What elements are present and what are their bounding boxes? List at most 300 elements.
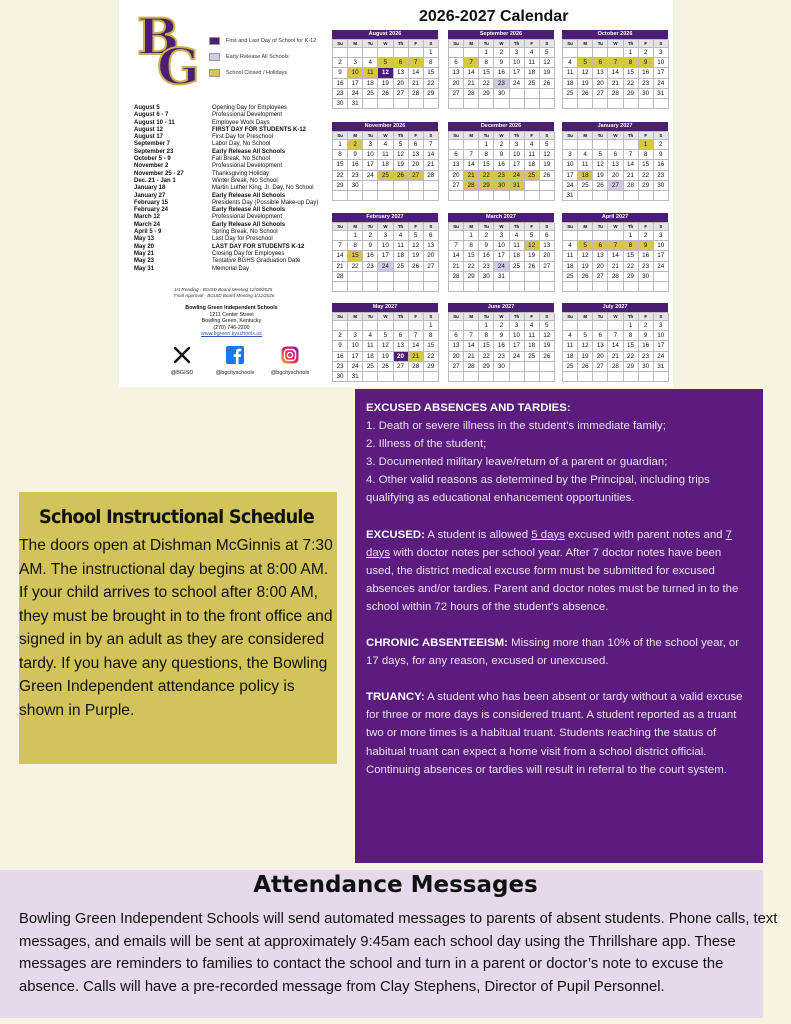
day-cell [525,181,540,191]
day-cell: 30 [479,272,494,282]
event-row [134,156,339,163]
event-date: February 24 [134,207,169,214]
day-cell [363,372,378,382]
day-cell [608,231,623,241]
day-cell: 6 [593,331,608,341]
day-cell [608,372,623,382]
day-cell [378,99,393,109]
day-cell: 17 [348,352,363,362]
event-date: May 13 [134,236,155,243]
day-cell: 15 [624,341,639,351]
social-x[interactable] [159,346,205,376]
day-cell: 2 [479,231,494,241]
weekday-header: Th [510,313,525,321]
day-cell: 25 [578,181,593,191]
day-cell: 31 [654,89,669,99]
day-cell [494,191,509,201]
month-title: January 2027 [562,122,668,131]
day-cell [394,272,409,282]
month-title: October 2026 [562,30,668,39]
attendance-title: Attendance Messages [253,872,538,898]
day-cell: 23 [639,352,654,362]
day-cell [593,282,608,292]
day-cell: 21 [449,262,464,272]
event-row [134,120,339,127]
weekday-header: M [464,40,479,48]
day-cell [563,372,578,382]
month-title: September 2026 [448,30,554,39]
day-cell: 20 [449,352,464,362]
day-cell: 11 [525,150,540,160]
event-date: August 6 - 7 [134,112,169,119]
day-cell: 25 [394,262,409,272]
svg-text:B: B [137,7,180,66]
weekday-header: M [578,223,593,231]
day-cell: 11 [563,251,578,261]
day-cell: 2 [348,140,363,150]
event-row [134,207,339,214]
day-cell: 27 [449,89,464,99]
day-cell: 21 [424,160,439,170]
day-cell: 18 [378,160,393,170]
day-cell [378,191,393,201]
weekday-header: Tu [363,223,378,231]
day-cell: 1 [624,321,639,331]
day-cell [525,272,540,282]
month-calendar [448,122,554,201]
legend-swatch [209,53,220,61]
event-date: March 12 [134,214,161,221]
weekday-header: M [464,223,479,231]
day-cell: 11 [578,160,593,170]
weekday-header: Tu [363,40,378,48]
day-cell: 8 [348,241,363,251]
day-cell: 25 [525,171,540,181]
day-cell: 12 [394,150,409,160]
day-cell [608,48,623,58]
day-cell: 16 [333,352,348,362]
day-cell: 15 [639,160,654,170]
month-calendar [332,213,438,292]
day-cell [563,48,578,58]
event-date: Dec. 21 - Jan 1 [134,177,176,184]
month-grid [448,312,554,382]
day-cell: 2 [654,140,669,150]
district-phone: (270) 746-2200 [213,324,250,331]
weekday-header: Su [333,132,348,140]
day-cell: 15 [479,160,494,170]
day-cell: 19 [394,160,409,170]
day-cell: 14 [608,68,623,78]
event-date: August 5 [134,105,160,111]
day-cell [348,282,363,292]
day-cell: 20 [593,79,608,89]
excused-absences-heading: EXCUSED ABSENCES AND TARDIES: [366,402,571,414]
day-cell: 20 [394,352,409,362]
event-row [134,105,339,112]
day-cell [525,191,540,201]
month-grid [332,131,438,201]
day-cell: 25 [563,89,578,99]
day-cell: 24 [378,262,393,272]
weekday-header: W [608,313,623,321]
event-date: November 25 - 27 [134,170,184,177]
day-cell: 9 [333,68,348,78]
day-cell: 27 [449,362,464,372]
excused-text-2: excused with parent notes and [564,528,726,541]
day-cell: 29 [479,362,494,372]
month-grid [562,131,668,201]
day-cell: 8 [624,58,639,68]
day-cell: 16 [639,341,654,351]
excused-paragraph [366,526,751,616]
day-cell: 17 [494,251,509,261]
day-cell: 29 [624,89,639,99]
event-row [134,200,339,207]
event-date: February 15 [134,199,169,206]
day-cell [333,48,348,58]
board-line-1: 1st Reading - BGISD Board Meeting 12/08/2025 [174,287,273,292]
day-cell: 5 [378,58,393,68]
day-cell: 9 [479,241,494,251]
day-cell [479,191,494,201]
weekday-header: Su [449,223,464,231]
weekday-header: S [424,313,439,321]
day-cell [654,372,669,382]
day-cell [363,321,378,331]
month-grid [448,131,554,201]
day-cell: 5 [540,321,555,331]
day-cell [525,282,540,292]
day-cell: 12 [378,341,393,351]
district-name: Bowling Green Independent Schools [185,305,278,311]
day-cell: 25 [525,79,540,89]
day-cell: 7 [464,150,479,160]
day-cell: 18 [525,68,540,78]
day-cell: 19 [540,68,555,78]
truancy-label: TRUANCY: [366,691,425,704]
day-cell: 24 [563,181,578,191]
weekday-header: Th [394,223,409,231]
day-cell: 1 [348,231,363,241]
day-cell [624,282,639,292]
day-cell: 19 [593,171,608,181]
day-cell: 12 [540,58,555,68]
day-cell: 11 [363,68,378,78]
weekday-header: F [409,40,424,48]
social-instagram[interactable] [267,346,313,376]
month-title: November 2026 [332,122,438,131]
day-cell [593,372,608,382]
day-cell: 27 [540,262,555,272]
day-cell [654,99,669,109]
day-cell: 18 [510,251,525,261]
day-cell: 19 [378,352,393,362]
day-cell: 6 [394,331,409,341]
month-title: August 2026 [332,30,438,39]
day-cell [409,181,424,191]
day-cell: 13 [593,341,608,351]
weekday-header: F [525,40,540,48]
day-cell [449,99,464,109]
day-cell: 14 [424,150,439,160]
day-cell: 2 [333,58,348,68]
day-cell [394,282,409,292]
day-cell: 7 [608,331,623,341]
day-cell: 6 [540,231,555,241]
day-cell: 26 [525,262,540,272]
day-cell: 22 [464,262,479,272]
month-title: December 2026 [448,122,554,131]
event-description: Memorial Day [212,265,250,272]
day-cell: 30 [333,372,348,382]
day-cell [464,48,479,58]
schedule-body: The doors open at Dishman McGinnis at 7:30 AM. The instructional day begins at 8:00 AM. If your child arrives to school after 8:00 AM, they must be brought in to the front office and signed in by an adult as they are considered tardy. If you have any questions, the Bowling Green Independent attendance policy is shown in Purple. [19,537,333,719]
day-cell: 27 [449,181,464,191]
day-cell [409,282,424,292]
excused-text-3: with doctor notes per school year. After 7 doctor notes have been used, the district medical excuse form must be submitted for excused absences and/or tardies. Parent and doctor notes must be turned in to the school within 72 hours of the student’s absence. [366,546,739,613]
day-cell: 14 [608,341,623,351]
day-cell [464,140,479,150]
event-row [134,236,339,243]
day-cell: 18 [525,341,540,351]
weekday-header: Su [449,40,464,48]
day-cell: 2 [333,331,348,341]
day-cell [578,191,593,201]
event-description: Employee Work Days [212,119,270,126]
day-cell: 29 [624,362,639,372]
day-cell: 15 [424,68,439,78]
day-cell: 3 [654,321,669,331]
day-cell [593,321,608,331]
weekday-header: F [409,313,424,321]
day-cell: 5 [593,150,608,160]
day-cell: 18 [563,352,578,362]
day-cell: 26 [593,181,608,191]
legend-item [209,33,329,48]
day-cell: 30 [639,272,654,282]
day-cell [363,181,378,191]
day-cell [333,321,348,331]
legend-swatch [209,69,220,77]
day-cell: 3 [510,48,525,58]
day-cell: 19 [378,79,393,89]
weekday-header: W [494,132,509,140]
weekday-header: M [348,132,363,140]
event-date: May 31 [134,265,155,272]
event-row [134,163,339,170]
day-cell: 10 [654,58,669,68]
event-date: March 24 [134,221,161,228]
day-cell [624,191,639,201]
day-cell: 27 [593,272,608,282]
weekday-header: F [525,223,540,231]
weekday-header: F [409,223,424,231]
event-description: First Day for Preschool [212,134,274,141]
event-row [134,134,339,141]
svg-text:G: G [157,37,200,86]
day-cell: 23 [639,79,654,89]
weekday-header: Su [563,40,578,48]
weekday-header: Th [624,132,639,140]
day-cell [409,372,424,382]
day-cell [593,191,608,201]
day-cell: 8 [333,150,348,160]
attendance-body: Bowling Green Independent Schools will send automated messages to parents of absent students. Phone calls, text messages, and emails will be sent at approximately 9:45am each school day using the Thrillshare app. These messages are reminders to families to contact the school and turn in a parent or doctor’s note to excuse the absence. Calls will have a pre-recorded message from Clay Stephens, Director of Pupil Personnel. [19,911,778,995]
day-cell: 7 [409,58,424,68]
day-cell [510,272,525,282]
event-description: Presidents Day (Possible Make-up Day) [212,199,319,206]
day-cell [378,181,393,191]
excused-days-doctor: 7 days [366,528,733,559]
day-cell: 23 [333,362,348,372]
weekday-header: M [348,223,363,231]
month-grid [562,312,668,382]
social-facebook[interactable] [212,346,258,376]
day-cell: 6 [593,241,608,251]
day-cell [409,48,424,58]
day-cell: 2 [639,48,654,58]
day-cell [510,372,525,382]
day-cell: 7 [624,150,639,160]
day-cell: 31 [494,272,509,282]
day-cell: 26 [540,79,555,89]
reason-4: 4. Other valid reasons as determined by the Principal, including trips qualifying as educational enhancement opportunities. [366,474,710,505]
day-cell: 25 [563,272,578,282]
day-cell: 21 [624,171,639,181]
day-cell: 23 [348,171,363,181]
day-cell [394,321,409,331]
bg-logo-icon [135,6,201,86]
day-cell [424,99,439,109]
social-links [159,346,319,384]
day-cell: 4 [363,58,378,68]
day-cell [424,372,439,382]
event-row [134,229,339,236]
day-cell: 14 [464,160,479,170]
day-cell: 16 [494,68,509,78]
day-cell [464,99,479,109]
day-cell: 11 [394,241,409,251]
calendar-title: 2026-2027 Calendar [419,8,569,25]
day-cell [363,272,378,282]
day-cell: 25 [363,89,378,99]
day-cell: 11 [378,150,393,160]
day-cell [363,191,378,201]
reason-2: 2. Illness of the student; [366,438,487,451]
day-cell: 27 [394,362,409,372]
day-cell: 24 [348,89,363,99]
day-cell: 20 [593,352,608,362]
event-description: Early Release All Schools [212,148,286,155]
day-cell: 12 [378,68,393,78]
day-cell [394,372,409,382]
district-contact [144,305,319,338]
month-calendar [562,122,668,201]
month-grid [448,39,554,109]
day-cell: 24 [654,352,669,362]
legend-label: Early Release All Schools [226,53,289,60]
day-cell: 4 [563,58,578,68]
day-cell: 20 [449,79,464,89]
day-cell: 31 [654,362,669,372]
event-row [134,244,339,251]
weekday-header: M [578,313,593,321]
day-cell: 26 [578,89,593,99]
day-cell: 19 [540,160,555,170]
day-cell: 1 [479,321,494,331]
weekday-header: Th [510,223,525,231]
day-cell [348,191,363,201]
day-cell: 10 [348,68,363,78]
day-cell: 29 [479,181,494,191]
weekday-header: Th [624,40,639,48]
day-cell [578,99,593,109]
day-cell: 29 [424,89,439,99]
reason-1: 1. Death or severe illness in the student’s immediate family; [366,420,666,433]
day-cell: 31 [348,372,363,382]
district-website-link[interactable]: www.bgreen.kyschools.us [201,331,262,337]
day-cell [510,89,525,99]
weekday-header: Th [394,313,409,321]
event-row [134,149,339,156]
day-cell: 14 [409,68,424,78]
event-description: Closing Day for Employees [212,250,285,257]
day-cell [424,191,439,201]
day-cell [540,181,555,191]
day-cell: 1 [624,48,639,58]
event-list [134,105,339,273]
day-cell [593,48,608,58]
day-cell: 5 [540,48,555,58]
weekday-header: Tu [593,40,608,48]
day-cell: 28 [624,181,639,191]
truancy-text: A student who has been absent or tardy without a valid excuse for three or more days is considered truant. A student reported as a truant two or more times is a habitual truant. Students reaching the status of habitual truant can expect a home visit from a school district official. Continuing absences or tardies will result in referral to the court system. [366,691,743,776]
day-cell: 14 [608,251,623,261]
event-row [134,171,339,178]
day-cell: 8 [479,58,494,68]
day-cell: 27 [593,362,608,372]
day-cell [449,321,464,331]
weekday-header: W [378,313,393,321]
day-cell [563,231,578,241]
event-row [134,141,339,148]
day-cell: 11 [525,58,540,68]
day-cell [578,231,593,241]
day-cell: 25 [510,262,525,272]
calendar-legend [209,33,329,81]
weekday-header: W [378,223,393,231]
day-cell: 28 [464,181,479,191]
day-cell: 30 [333,99,348,109]
excused-label: EXCUSED: [366,528,425,541]
day-cell: 27 [608,181,623,191]
day-cell: 17 [348,79,363,89]
day-cell: 19 [540,341,555,351]
day-cell: 6 [424,231,439,241]
day-cell: 24 [654,262,669,272]
day-cell: 28 [608,362,623,372]
weekday-header: S [654,40,669,48]
day-cell: 22 [479,352,494,362]
month-calendar [332,30,438,109]
event-row [134,193,339,200]
day-cell: 26 [540,171,555,181]
weekday-header: S [540,223,555,231]
day-cell: 29 [424,362,439,372]
day-cell: 10 [378,241,393,251]
weekday-header: S [540,132,555,140]
